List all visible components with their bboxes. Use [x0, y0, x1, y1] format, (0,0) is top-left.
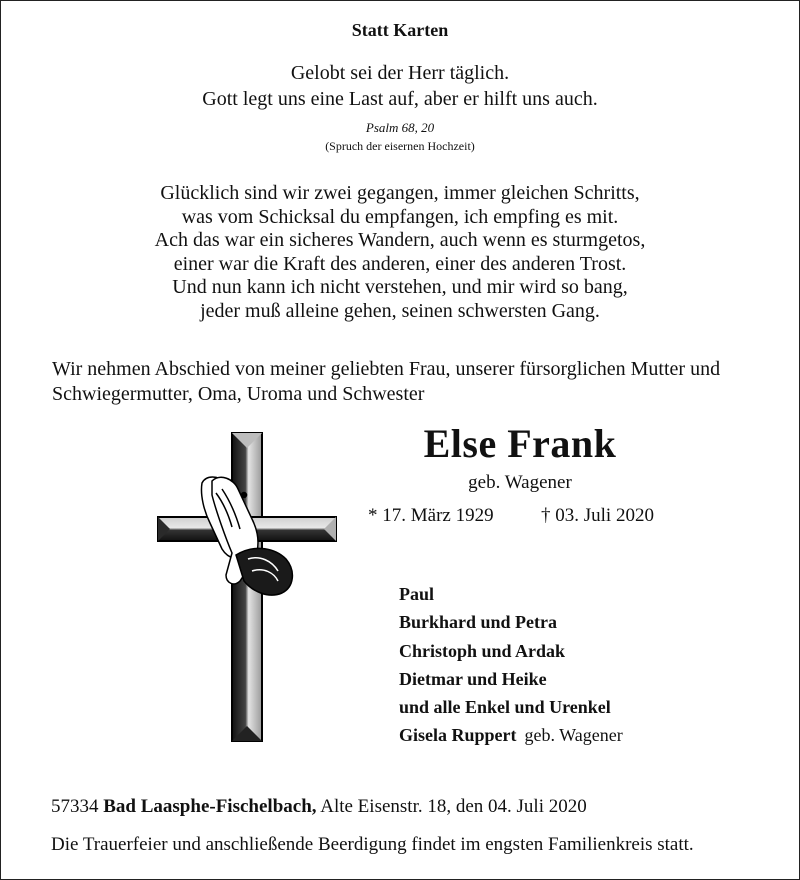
family-member-note: geb. Wagener	[524, 725, 623, 746]
poem-line: Und nun kann ich nicht verstehen, und mir wird so bang,	[172, 276, 628, 298]
birth-date: * 17. März 1929	[368, 505, 494, 526]
verse-line: Gott legt uns eine Last auf, aber er hilft uns auch.	[202, 88, 598, 110]
bible-verse	[0, 60, 800, 112]
family-member: Paul	[399, 584, 435, 604]
city: Bad Laasphe-Fischelbach,	[103, 796, 317, 817]
family-member: und alle Enkel und Urenkel	[399, 697, 611, 718]
verse-line: Gelobt sei der Herr täglich.	[290, 62, 510, 84]
address-line	[51, 796, 587, 818]
birth-name: geb. Wagener	[468, 472, 572, 493]
cross-praying-hands-icon	[156, 431, 338, 743]
page-title: Statt Karten	[351, 20, 449, 40]
poem	[0, 182, 800, 323]
address-rest: Alte Eisenstr. 18, den 04. Juli 2020	[320, 796, 587, 817]
family-member: Dietmar und Heike	[399, 668, 547, 689]
funeral-notice: Die Trauerfeier und anschließende Beerdigung findet im engsten Familienkreis statt.	[51, 834, 694, 855]
poem-line: Glücklich sind wir zwei gegangen, immer gleichen Schritts,	[160, 182, 640, 204]
family-member: Gisela Ruppert	[399, 725, 517, 746]
family-list	[399, 580, 623, 750]
poem-line: jeder muß alleine gehen, seinen schwersten Gang.	[200, 299, 600, 322]
intro-line: Wir nehmen Abschied von meiner geliebten Frau, unserer fürsorglichen Mutter und	[52, 358, 721, 380]
intro-line: Schwiegermutter, Oma, Uroma und Schwester	[52, 383, 425, 405]
postcode: 57334	[51, 796, 99, 817]
death-date: † 03. Juli 2020	[541, 505, 654, 526]
verse-source: Psalm 68, 20	[365, 120, 435, 135]
verse-source-note: (Spruch der eisernen Hochzeit)	[325, 139, 475, 153]
family-member-last	[399, 721, 623, 749]
deceased-name: Else Frank	[423, 421, 617, 466]
farewell-intro	[52, 357, 772, 407]
family-member: Christoph und Ardak	[399, 640, 566, 661]
poem-line: Ach das war ein sicheres Wandern, auch wenn es sturmgetos,	[154, 229, 646, 251]
poem-line: was vom Schicksal du empfangen, ich empfing es mit.	[181, 205, 619, 228]
poem-line: einer war die Kraft des anderen, einer des anderen Trost.	[173, 252, 627, 275]
family-member: Burkhard und Petra	[399, 612, 558, 633]
